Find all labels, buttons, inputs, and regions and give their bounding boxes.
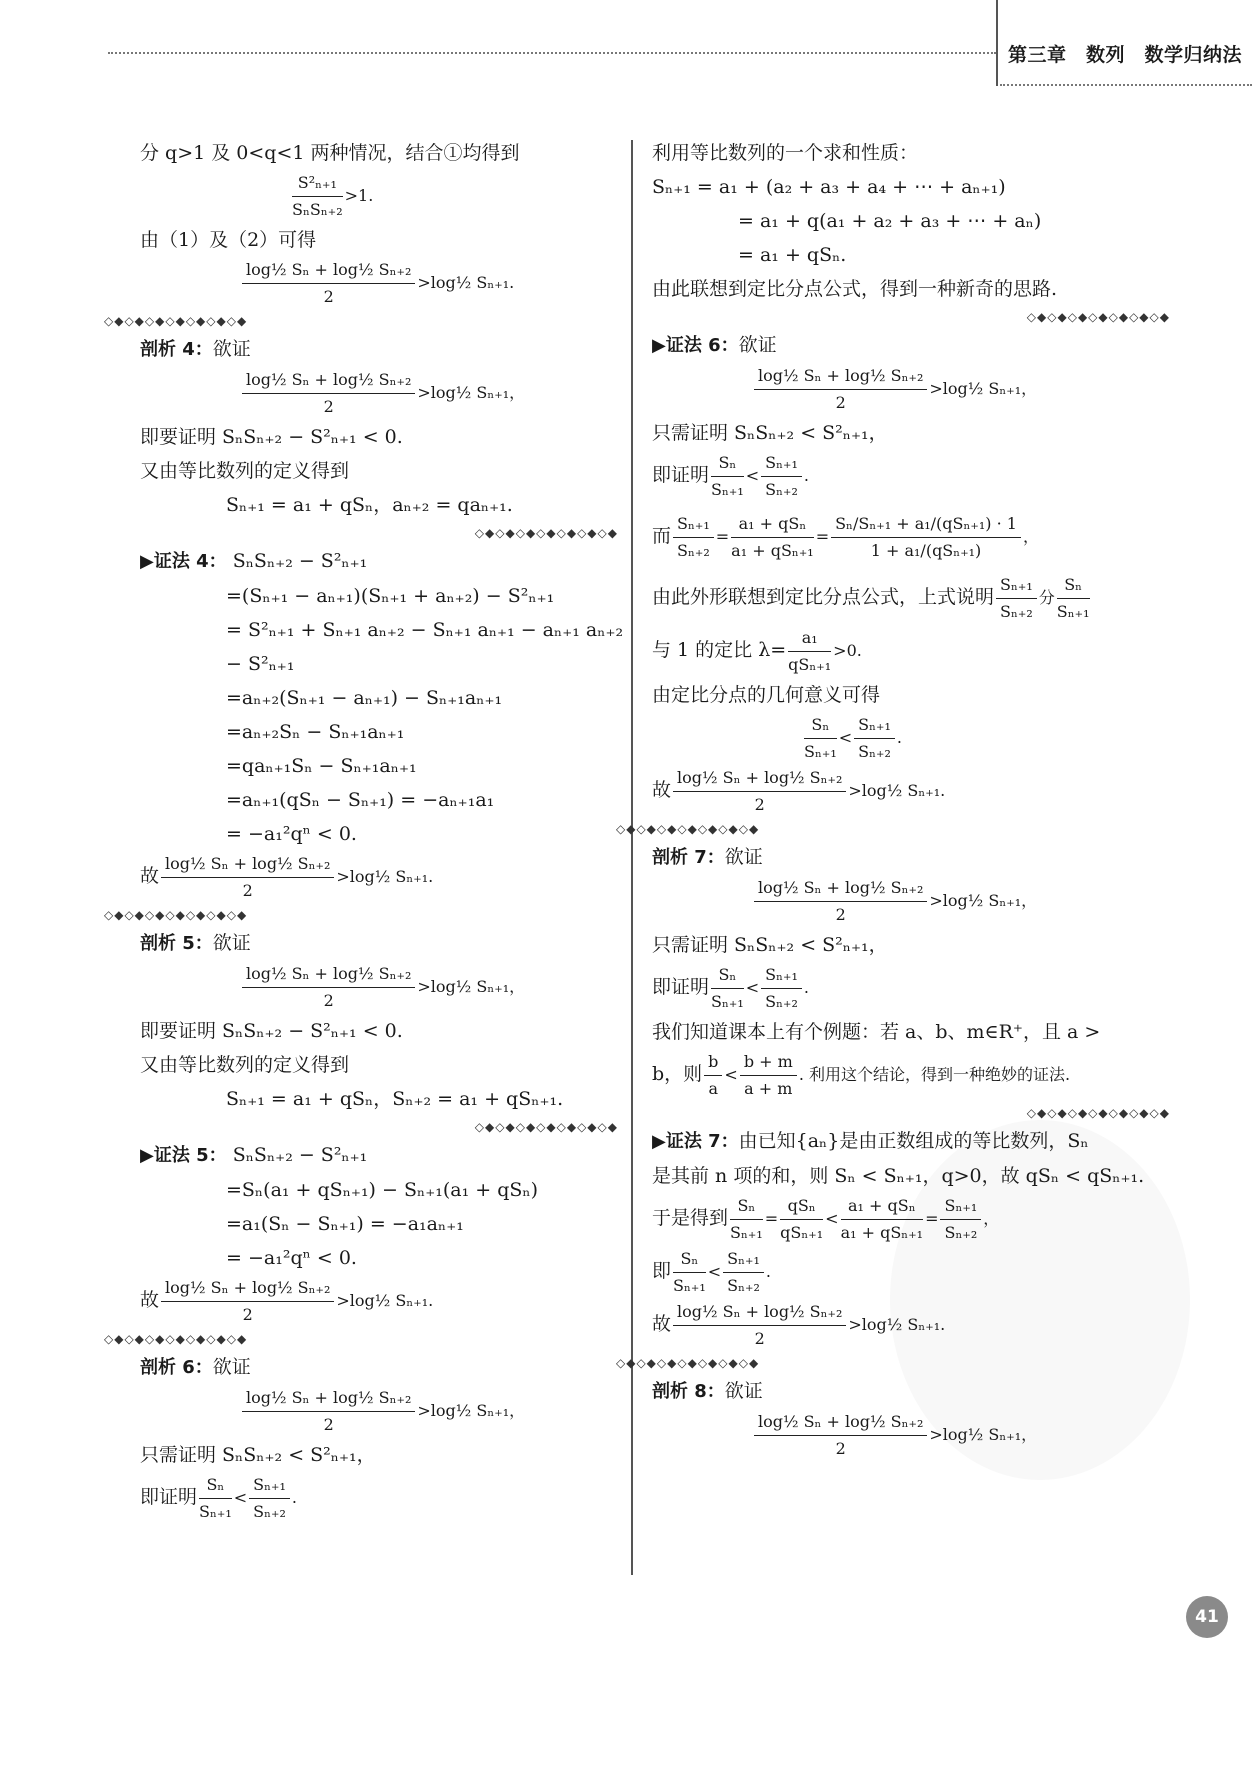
log-inequality: $\frac{\text{log½ Sₙ + log½ Sₙ₊₂}}{2}$ >log½ Sₙ₊₁， (140, 961, 618, 1014)
header-vertical-rule (996, 0, 998, 86)
log-inequality: $\frac{\text{log½ Sₙ + log½ Sₙ₊₂}}{2}$ >log½ Sₙ₊₁， (652, 1409, 1170, 1462)
text-line: 由（1）及（2）可得 (140, 229, 317, 251)
formula-line: =aₙ₊₂(Sₙ₊₁ − aₙ₊₁) − Sₙ₊₁aₙ₊₁ (226, 687, 503, 709)
text-line: 是其前 n 项的和，则 Sₙ < Sₙ₊₁，q>0，故 qSₙ < qSₙ₊₁. (652, 1165, 1145, 1187)
formula-line: = −a₁²qⁿ < 0. (226, 1247, 357, 1269)
formula-line: Sₙ₊₁ = a₁ + qSₙ，aₙ₊₂ = qaₙ₊₁. (226, 494, 513, 516)
ornament-divider: ◇◆◇◆◇◆◇◆◇◆◇◆◇◆ (616, 822, 760, 836)
log-inequality: $\frac{\text{log½ Sₙ + log½ Sₙ₊₂}}{2}$ >log½ Sₙ₊₁， (652, 363, 1170, 416)
ornament-divider: ◇◆◇◆◇◆◇◆◇◆◇◆◇◆ (1026, 310, 1170, 324)
ornament-divider: ◇◆◇◆◇◆◇◆◇◆◇◆◇◆ (474, 526, 618, 540)
page-number-badge: 41 (1186, 1596, 1228, 1638)
formula: 即证明 $\frac{\text{Sₙ}}{\text{Sₙ₊₁}}$ < $\frac{\text{Sₙ₊₁}}{\text{Sₙ₊₂}}$ . (652, 450, 1170, 503)
formula: $\frac{\text{S²ₙ₊₁}}{\text{SₙSₙ₊₂}}$ >1. (140, 170, 618, 223)
text-line: 又由等比数列的定义得到 (140, 460, 350, 482)
log-inequality: $\frac{\text{log½ Sₙ + log½ Sₙ₊₂}}{2}$ >log½ Sₙ₊₁， (140, 367, 618, 420)
formula-line: =aₙ₊₁(qSₙ − Sₙ₊₁) = −aₙ₊₁a₁ (226, 789, 495, 811)
formula-line: Sₙ₊₁ = a₁ + qSₙ，Sₙ₊₂ = a₁ + qSₙ₊₁. (226, 1088, 564, 1110)
text-line: 我们知道课本上有个例题：若 a、b、m∈R⁺，且 a > (652, 1021, 1101, 1043)
analysis-8: 剖析 8：欲证 (652, 1380, 763, 1402)
formula: 即证明 $\frac{\text{Sₙ}}{\text{Sₙ₊₁}}$ < $\frac{\text{Sₙ₊₁}}{\text{Sₙ₊₂}}$ . (140, 1472, 618, 1525)
text-line: 又由等比数列的定义得到 (140, 1054, 350, 1076)
formula-line: =a₁(Sₙ − Sₙ₊₁) = −a₁aₙ₊₁ (226, 1213, 464, 1235)
formula-line: = −a₁²qⁿ < 0. (226, 823, 357, 845)
text-line: 即要证明 SₙSₙ₊₂ − S²ₙ₊₁ < 0. (140, 426, 403, 448)
proof-7: ▶证法 7：由已知{aₙ}是由正数组成的等比数列，Sₙ (652, 1130, 1089, 1152)
ratio-formula: 而 $\frac{\text{Sₙ₊₁}}{\text{Sₙ₊₂}}$ = $\frac{\text{a₁ + qSₙ}}{\text{a₁ + qSₙ₊₁}}$ = $\frac{\text{Sₙ/Sₙ₊₁ + a₁/(qSₙ₊₁) · 1}}{\text{1 + a₁/(qSₙ₊₁)}}$ ， (652, 511, 1170, 564)
text-line: 分 q>1 及 0<q<1 两种情况，结合①均得到 (140, 142, 520, 164)
formula-line: =qaₙ₊₁Sₙ − Sₙ₊₁aₙ₊₁ (226, 755, 417, 777)
text-line: 利用等比数列的一个求和性质： (652, 142, 919, 164)
formula: b，则 $\frac{b}{a}$ < $\frac{b + m}{a + m}$ . 利用这个结论，得到一种绝妙的证法. (652, 1049, 1170, 1102)
log-inequality: $\frac{\text{log½ Sₙ + log½ Sₙ₊₂}}{2}$ >log½ Sₙ₊₁. (140, 257, 618, 310)
formula: 即 $\frac{\text{Sₙ}}{\text{Sₙ₊₁}}$ < $\frac{\text{Sₙ₊₁}}{\text{Sₙ₊₂}}$ . (652, 1246, 1170, 1299)
formula: 由此外形联想到定比分点公式，上式说明 $\frac{\text{Sₙ₊₁}}{\text{Sₙ₊₂}}$ 分 $\frac{\text{Sₙ}}{\text{Sₙ₊₁}}$ (652, 572, 1170, 625)
ornament-divider: ◇◆◇◆◇◆◇◆◇◆◇◆◇◆ (474, 1120, 618, 1134)
formula-line: =(Sₙ₊₁ − aₙ₊₁)(Sₙ₊₁ + aₙ₊₂) − S²ₙ₊₁ (226, 585, 555, 607)
right-column (616, 136, 1170, 1462)
chapter-title: 第三章 数列 数学归纳法 (1008, 44, 1243, 66)
ornament-divider: ◇◆◇◆◇◆◇◆◇◆◇◆◇◆ (1026, 1106, 1170, 1120)
fraction: $\frac{\text{S²ₙ₊₁}}{\text{SₙSₙ₊₂}}$ (292, 170, 343, 223)
analysis-5: 剖析 5：欲证 (140, 932, 251, 954)
formula: 于是得到 $\frac{\text{Sₙ}}{\text{Sₙ₊₁}}$ = $\frac{\text{qSₙ}}{\text{qSₙ₊₁}}$ < $\frac{\text{a₁ + qSₙ}}{\text{a₁ + qSₙ₊₁}}$ = $\frac{\text{Sₙ₊₁}}{\text{Sₙ₊₂}}$ ， (652, 1193, 1170, 1246)
conclusion: 故 $\frac{\text{log½ Sₙ + log½ Sₙ₊₂}}{2}$ >log½ Sₙ₊₁. (652, 765, 1170, 818)
text-line: 只需证明 SₙSₙ₊₂ < S²ₙ₊₁， (140, 1444, 376, 1466)
formula-line: =Sₙ(a₁ + qSₙ₊₁) − Sₙ₊₁(a₁ + qSₙ) (226, 1179, 539, 1201)
text-line: 只需证明 SₙSₙ₊₂ < S²ₙ₊₁， (652, 422, 888, 444)
proof-5: ▶证法 5： SₙSₙ₊₂ − S²ₙ₊₁ (140, 1144, 368, 1166)
formula-line: − S²ₙ₊₁ (226, 653, 295, 675)
log-inequality: $\frac{\text{log½ Sₙ + log½ Sₙ₊₂}}{2}$ >log½ Sₙ₊₁， (652, 875, 1170, 928)
formula: $\frac{\text{Sₙ}}{\text{Sₙ₊₁}}$ < $\frac{\text{Sₙ₊₁}}{\text{Sₙ₊₂}}$ . (652, 712, 1170, 765)
formula-line: = a₁ + qSₙ. (738, 244, 847, 266)
proof-4: ▶证法 4： SₙSₙ₊₂ − S²ₙ₊₁ (140, 550, 368, 572)
ornament-divider: ◇◆◇◆◇◆◇◆◇◆◇◆◇◆ (104, 314, 248, 328)
analysis-4: 剖析 4：欲证 (140, 338, 251, 360)
ornament-divider: ◇◆◇◆◇◆◇◆◇◆◇◆◇◆ (104, 908, 248, 922)
formula-line: = a₁ + q(a₁ + a₂ + a₃ + ⋯ + aₙ) (738, 210, 1042, 232)
text-line: 由此联想到定比分点公式，得到一种新奇的思路. (652, 278, 1058, 300)
text-line: 由定比分点的几何意义可得 (652, 684, 881, 706)
header-dotted-rule (108, 52, 996, 54)
text-line: 只需证明 SₙSₙ₊₂ < S²ₙ₊₁， (652, 934, 888, 956)
analysis-6: 剖析 6：欲证 (140, 1356, 251, 1378)
left-column (104, 136, 624, 1525)
formula: 即证明 $\frac{\text{Sₙ}}{\text{Sₙ₊₁}}$ < $\frac{\text{Sₙ₊₁}}{\text{Sₙ₊₂}}$ . (652, 962, 1170, 1015)
conclusion: 故 $\frac{\text{log½ Sₙ + log½ Sₙ₊₂}}{2}$ >log½ Sₙ₊₁. (652, 1299, 1170, 1352)
analysis-7: 剖析 7：欲证 (652, 846, 763, 868)
proof-6: ▶证法 6：欲证 (652, 334, 777, 356)
text-line: 即要证明 SₙSₙ₊₂ − S²ₙ₊₁ < 0. (140, 1020, 403, 1042)
formula-line: Sₙ₊₁ = a₁ + (a₂ + a₃ + a₄ + ⋯ + aₙ₊₁) (652, 176, 1006, 198)
ornament-divider: ◇◆◇◆◇◆◇◆◇◆◇◆◇◆ (104, 1332, 248, 1346)
conclusion: 故 $\frac{\text{log½ Sₙ + log½ Sₙ₊₂}}{2}$ >log½ Sₙ₊₁. (140, 851, 618, 904)
ornament-divider: ◇◆◇◆◇◆◇◆◇◆◇◆◇◆ (616, 1356, 760, 1370)
formula-line: =aₙ₊₂Sₙ − Sₙ₊₁aₙ₊₁ (226, 721, 405, 743)
conclusion: 故 $\frac{\text{log½ Sₙ + log½ Sₙ₊₂}}{2}$ >log½ Sₙ₊₁. (140, 1275, 618, 1328)
formula-line: = S²ₙ₊₁ + Sₙ₊₁ aₙ₊₂ − Sₙ₊₁ aₙ₊₁ − aₙ₊₁ aₙ₊₂ (226, 619, 624, 641)
log-inequality: $\frac{\text{log½ Sₙ + log½ Sₙ₊₂}}{2}$ >log½ Sₙ₊₁， (140, 1385, 618, 1438)
formula: 与 1 的定比 λ= $\frac{\text{a₁}}{\text{qSₙ₊₁}}$ >0. (652, 625, 1170, 678)
